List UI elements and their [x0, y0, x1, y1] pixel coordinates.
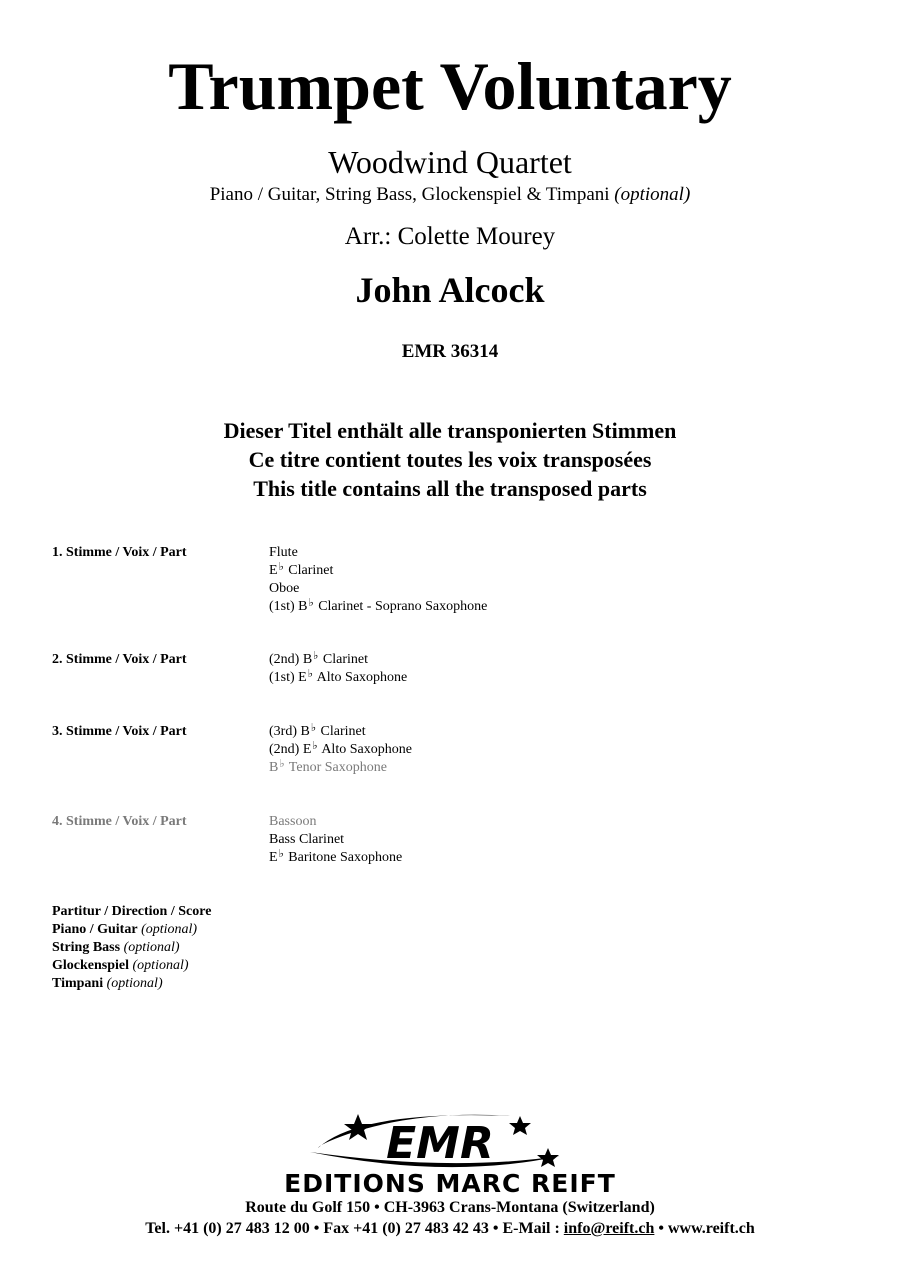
flat-sign-icon: ♭: [278, 848, 284, 860]
instrument-item: B♭ Tenor Saxophone: [269, 758, 387, 775]
notice-german: Dieser Titel enthält alle transponierten Stimmen: [223, 418, 677, 443]
instrument-item: E♭ Baritone Saxophone: [269, 848, 403, 865]
notice-english: This title contains all the transposed parts: [253, 476, 647, 501]
instrument-item: (2nd) B♭ Clarinet: [269, 650, 368, 667]
publisher-address: Route du Golf 150 • CH-3963 Crans-Montana (Switzerland): [245, 1199, 655, 1216]
part-instrument-list: [269, 813, 402, 867]
instrument-item: (3rd) B♭ Clarinet: [269, 722, 366, 739]
extra-part-item: String Bass (optional): [52, 940, 180, 955]
part-instrument-list: [269, 544, 487, 616]
instrument-item: (1st) E♭ Alto Saxophone: [269, 668, 408, 685]
extra-part-item: Glockenspiel (optional): [52, 958, 189, 973]
flat-sign-icon: ♭: [279, 758, 285, 770]
extra-part-item: Timpani (optional): [52, 976, 163, 991]
page-title: Trumpet Voluntary: [168, 48, 732, 124]
publisher-name: EDITIONS MARC REIFT: [284, 1169, 616, 1198]
flat-sign-icon: ♭: [278, 561, 284, 573]
part-label: 4. Stimme / Voix / Part: [52, 814, 187, 829]
instrument-item: (2nd) E♭ Alto Saxophone: [269, 740, 412, 757]
notice-french: Ce titre contient toutes les voix transposées: [248, 447, 652, 472]
email-link[interactable]: info@reift.ch: [563, 1220, 655, 1237]
flat-sign-icon: ♭: [307, 668, 313, 680]
transposed-parts-notice: [0, 416, 900, 503]
catalog-number: EMR 36314: [401, 341, 499, 362]
flat-sign-icon: ♭: [312, 740, 318, 752]
flat-sign-icon: ♭: [310, 722, 317, 734]
instrument-item: Bassoon: [269, 814, 317, 829]
instrumentation-optional: (optional): [614, 184, 691, 205]
instrument-item: (1st) B♭ Clarinet - Soprano Saxophone: [269, 597, 488, 614]
part-instrument-list: [269, 723, 412, 777]
extra-part-item: Partitur / Direction / Score: [52, 904, 212, 919]
composer: John Alcock: [355, 270, 545, 310]
part-label: 2. Stimme / Voix / Part: [52, 652, 187, 667]
instrument-item: E♭ Clarinet: [269, 561, 334, 578]
additional-parts-list: [52, 903, 211, 993]
part-instrument-list: [269, 651, 407, 687]
subtitle: Woodwind Quartet: [328, 144, 572, 180]
emr-logo-icon: [300, 1108, 600, 1174]
flat-sign-icon: ♭: [313, 650, 319, 662]
logo-text: EMR: [386, 1118, 494, 1169]
part-label: 1. Stimme / Voix / Part: [52, 545, 187, 560]
instrumentation-text: Piano / Guitar, String Bass, Glockenspiel & Timpani: [209, 184, 610, 205]
publisher-contact: Tel. +41 (0) 27 483 12 00 • Fax +41 (0) 27 483 42 43 • E-Mail : info@reift.ch • www.reift.ch: [145, 1220, 755, 1237]
part-label: 3. Stimme / Voix / Part: [52, 724, 187, 739]
flat-sign-icon: ♭: [308, 597, 314, 609]
extra-part-item: Piano / Guitar (optional): [52, 922, 198, 937]
instrument-item: Flute: [269, 545, 298, 560]
instrument-item: Oboe: [269, 581, 300, 596]
arranger: Arr.: Colette Mourey: [344, 223, 556, 250]
instrumentation-line: [0, 184, 900, 206]
instrument-item: Bass Clarinet: [269, 832, 345, 847]
